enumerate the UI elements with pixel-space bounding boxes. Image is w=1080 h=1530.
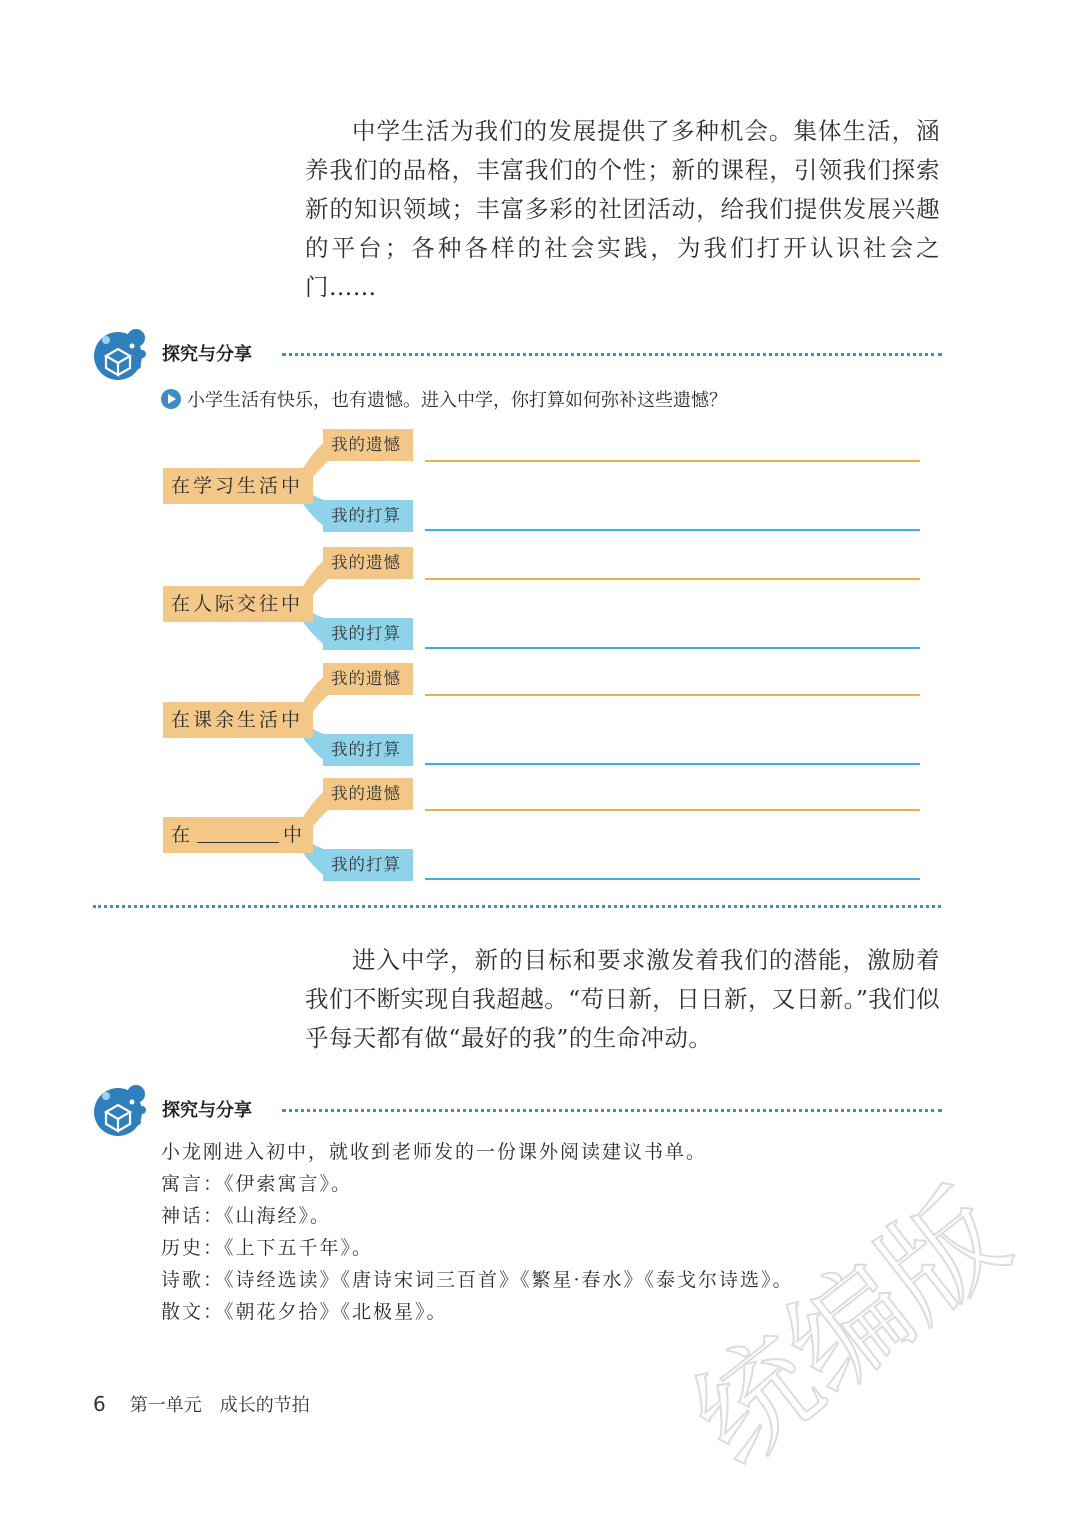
dotted-divider bbox=[282, 353, 942, 356]
topic-label: 在人际交往中 bbox=[163, 586, 313, 622]
regret-label: 我的遗憾 bbox=[323, 778, 413, 810]
reflection-group-extracurricular bbox=[163, 663, 923, 773]
page-footer bbox=[93, 1391, 310, 1417]
plan-label: 我的打算 bbox=[323, 618, 413, 650]
body-paragraph: 进入中学，新的目标和要求激发着我们的潜能，激励着我们不断实现自我超越。“苟日新，日日新，又日新。”我们似乎每天都有做“最好的我”的生命冲动。 bbox=[305, 946, 940, 1052]
plan-answer-line[interactable] bbox=[425, 647, 920, 649]
custom-topic-blank[interactable] bbox=[197, 820, 279, 843]
unit-label: 第一单元 bbox=[129, 1395, 202, 1416]
custom-topic-label: 在 中 bbox=[163, 817, 313, 853]
explore-share-header bbox=[92, 1082, 942, 1138]
list-item: 散文：《朝花夕拾》《北极星》。 bbox=[161, 1301, 448, 1323]
intro-paragraph: 中学生活为我们的发展提供了多种机会。集体生活，涵养我们的品格，丰富我们的个性；新的课程，引领我们探索新的知识领域；丰富多彩的社团活动，给我们提供发展兴趣的平台；各种各样的社会实践，为我们打开认识社会之门…… bbox=[305, 117, 940, 301]
list-item: 诗歌：《诗经选读》《唐诗宋词三百首》《繁星·春水》《泰戈尔诗选》。 bbox=[161, 1269, 794, 1291]
list-item: 寓言：《伊索寓言》。 bbox=[161, 1173, 353, 1195]
regret-label: 我的遗憾 bbox=[323, 663, 413, 695]
regret-answer-line[interactable] bbox=[425, 809, 920, 811]
explore-cube-icon bbox=[92, 1082, 148, 1138]
plan-answer-line[interactable] bbox=[425, 529, 920, 531]
reflection-group-social bbox=[163, 547, 923, 657]
page-number: 6 bbox=[93, 1392, 106, 1416]
reading-list bbox=[161, 1136, 794, 1328]
plan-answer-line[interactable] bbox=[425, 878, 920, 880]
dotted-divider bbox=[282, 1109, 942, 1112]
explore-cube-icon bbox=[92, 326, 148, 382]
topic-label: 在课余生活中 bbox=[163, 702, 313, 738]
arrow-bullet-icon bbox=[161, 389, 181, 409]
plan-answer-line[interactable] bbox=[425, 763, 920, 765]
topic-label: 在学习生活中 bbox=[163, 468, 313, 504]
activity-question: 小学生活有快乐，也有遗憾。进入中学，你打算如何弥补这些遗憾？ bbox=[161, 386, 727, 412]
reflection-group-study bbox=[163, 429, 923, 539]
unit-title: 成长的节拍 bbox=[219, 1395, 310, 1416]
plan-label: 我的打算 bbox=[323, 734, 413, 766]
regret-label: 我的遗憾 bbox=[323, 547, 413, 579]
plan-label: 我的打算 bbox=[323, 500, 413, 532]
plan-label: 我的打算 bbox=[323, 849, 413, 881]
reflection-group-custom bbox=[163, 778, 923, 888]
explore-share-header bbox=[92, 326, 942, 382]
svg-text:统编版: 统编版 bbox=[667, 1164, 1032, 1492]
list-item: 神话：《山海经》。 bbox=[161, 1205, 332, 1227]
list-item: 历史：《上下五千年》。 bbox=[161, 1237, 374, 1259]
regret-answer-line[interactable] bbox=[425, 578, 920, 580]
reading-list-intro: 小龙刚进入初中，就收到老师发的一份课外阅读建议书单。 bbox=[161, 1141, 708, 1163]
section-title: 探究与分享 bbox=[162, 344, 252, 365]
section-title: 探究与分享 bbox=[162, 1100, 252, 1121]
regret-answer-line[interactable] bbox=[425, 694, 920, 696]
regret-answer-line[interactable] bbox=[425, 460, 920, 462]
dotted-divider bbox=[93, 905, 941, 908]
regret-label: 我的遗憾 bbox=[323, 429, 413, 461]
